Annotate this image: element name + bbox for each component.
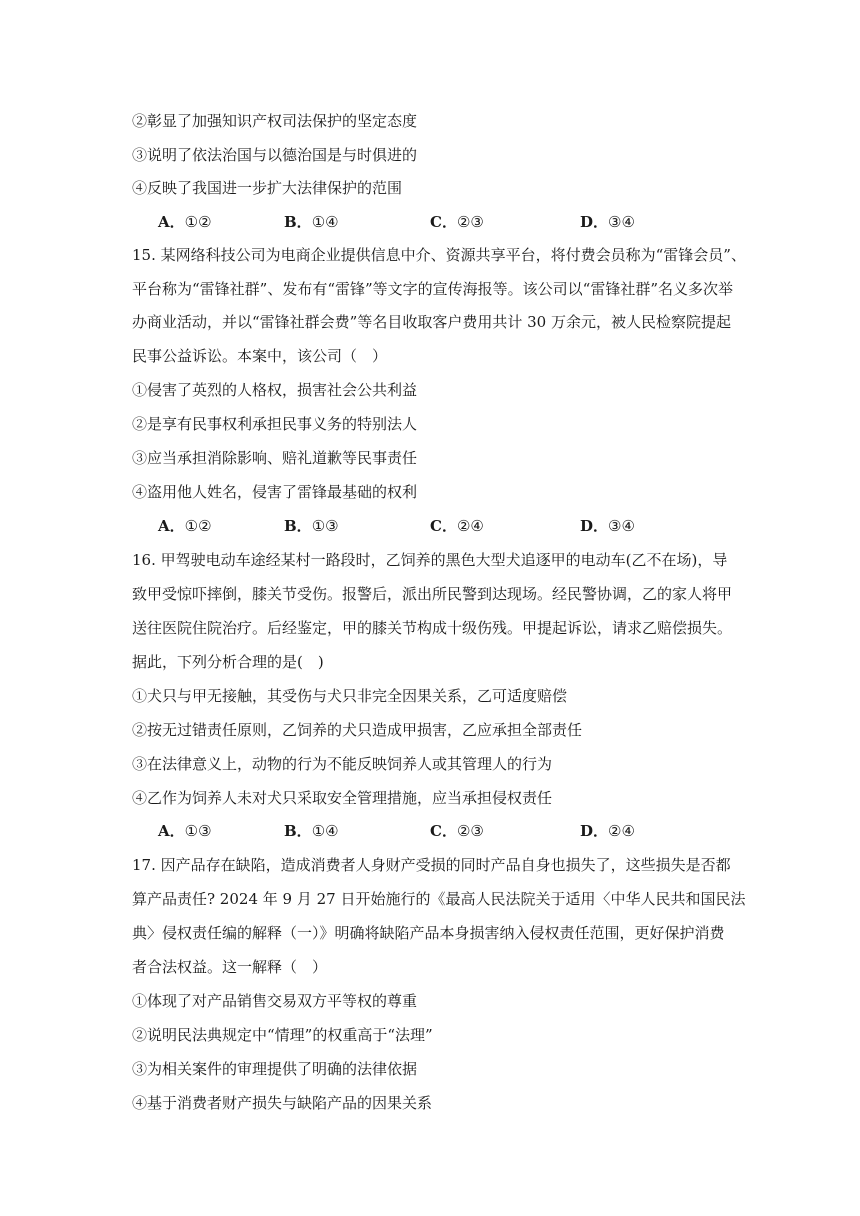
q14-choice-c: C．②③ — [430, 213, 484, 231]
q15-option-3: ③应当承担消除影响、赔礼道歉等民事责任 — [132, 449, 418, 467]
q15-choice-d: D．③④ — [580, 517, 635, 535]
q14-choice-b: B．①④ — [284, 213, 339, 231]
q14-choices — [158, 212, 718, 232]
q15-option-2: ②是享有民事权利承担民事义务的特别法人 — [132, 415, 418, 433]
q15-stem-line-3: 办商业活动，并以“雷锋社群会费”等名目收取客户费用共计 30 万余元，被人民检察院提起 — [132, 313, 731, 331]
q15-stem-line-1: 15. 某网络科技公司为电商企业提供信息中介、资源共享平台，将付费会员称为“雷锋会员”、 — [132, 246, 746, 264]
q17-option-2: ②说明民法典规定中“情理”的权重高于“法理” — [132, 1026, 433, 1044]
q14-choice-a: A．①② — [158, 213, 212, 231]
q17-stem-line-4: 者合法权益。这一解释（ ） — [132, 958, 328, 976]
q17-stem-line-1: 17. 因产品存在缺陷，造成消费者人身财产受损的同时产品自身也损失了，这些损失是否都 — [132, 856, 731, 874]
q14-option-2: ②彰显了加强知识产权司法保护的坚定态度 — [132, 112, 418, 130]
q15-option-4: ④盗用他人姓名，侵害了雷锋最基础的权利 — [132, 483, 418, 501]
q16-option-1: ①犬只与甲无接触，其受伤与犬只非完全因果关系，乙可适度赔偿 — [132, 687, 568, 705]
q15-option-1: ①侵害了英烈的人格权，损害社会公共利益 — [132, 381, 418, 399]
q16-option-3: ③在法律意义上，动物的行为不能反映饲养人或其管理人的行为 — [132, 755, 553, 773]
q16-option-2: ②按无过错责任原则，乙饲养的犬只造成甲损害，乙应承担全部责任 — [132, 721, 583, 739]
q15-choice-a: A．①② — [158, 517, 212, 535]
q16-choice-b: B．①④ — [284, 822, 339, 840]
q14-choice-d: D．③④ — [580, 213, 635, 231]
q15-choice-c: C．②④ — [430, 517, 484, 535]
q17-stem-line-3: 典〉侵权责任编的解释（一）》明确将缺陷产品本身损害纳入侵权责任范围，更好保护消费 — [132, 924, 725, 942]
q14-option-4: ④反映了我国进一步扩大法律保护的范围 — [132, 179, 403, 197]
q16-stem-line-4: 据此，下列分析合理的是( ) — [132, 653, 324, 671]
q14-option-3: ③说明了依法治国与以德治国是与时俱进的 — [132, 146, 418, 164]
q17-stem-line-2: 算产品责任? 2024 年 9 月 27 日开始施行的《最高人民法院关于适用〈中华人民共和国民法 — [132, 890, 746, 908]
q15-stem-line-2: 平台称为“雷锋社群”、发布有“雷锋”等文字的宣传海报等。该公司以“雷锋社群”名义多次举 — [132, 280, 734, 298]
q16-choice-d: D．②④ — [580, 822, 635, 840]
q17-option-1: ①体现了对产品销售交易双方平等权的尊重 — [132, 992, 418, 1010]
q15-choice-b: B．①③ — [284, 517, 339, 535]
q16-option-4: ④乙作为饲养人未对犬只采取安全管理措施，应当承担侵权责任 — [132, 789, 553, 807]
q16-choice-c: C．②③ — [430, 822, 484, 840]
q16-stem-line-2: 致甲受惊吓摔倒，膝关节受伤。报警后，派出所民警到达现场。经民警协调，乙的家人将甲 — [132, 585, 733, 603]
q17-option-3: ③为相关案件的审理提供了明确的法律依据 — [132, 1060, 418, 1078]
q16-stem-line-3: 送往医院住院治疗。后经鉴定，甲的膝关节构成十级伤残。甲提起诉讼，请求乙赔偿损失。 — [132, 619, 733, 637]
q16-choices — [158, 821, 718, 841]
q16-choice-a: A．①③ — [158, 822, 212, 840]
q16-stem-line-1: 16. 甲驾驶电动车途经某村一路段时，乙饲养的黑色大型犬追逐甲的电动车(乙不在场)，导 — [132, 551, 728, 569]
q15-choices — [158, 516, 718, 536]
q17-option-4: ④基于消费者财产损失与缺陷产品的因果关系 — [132, 1094, 433, 1112]
q15-stem-line-4: 民事公益诉讼。本案中，该公司（ ） — [132, 347, 388, 365]
